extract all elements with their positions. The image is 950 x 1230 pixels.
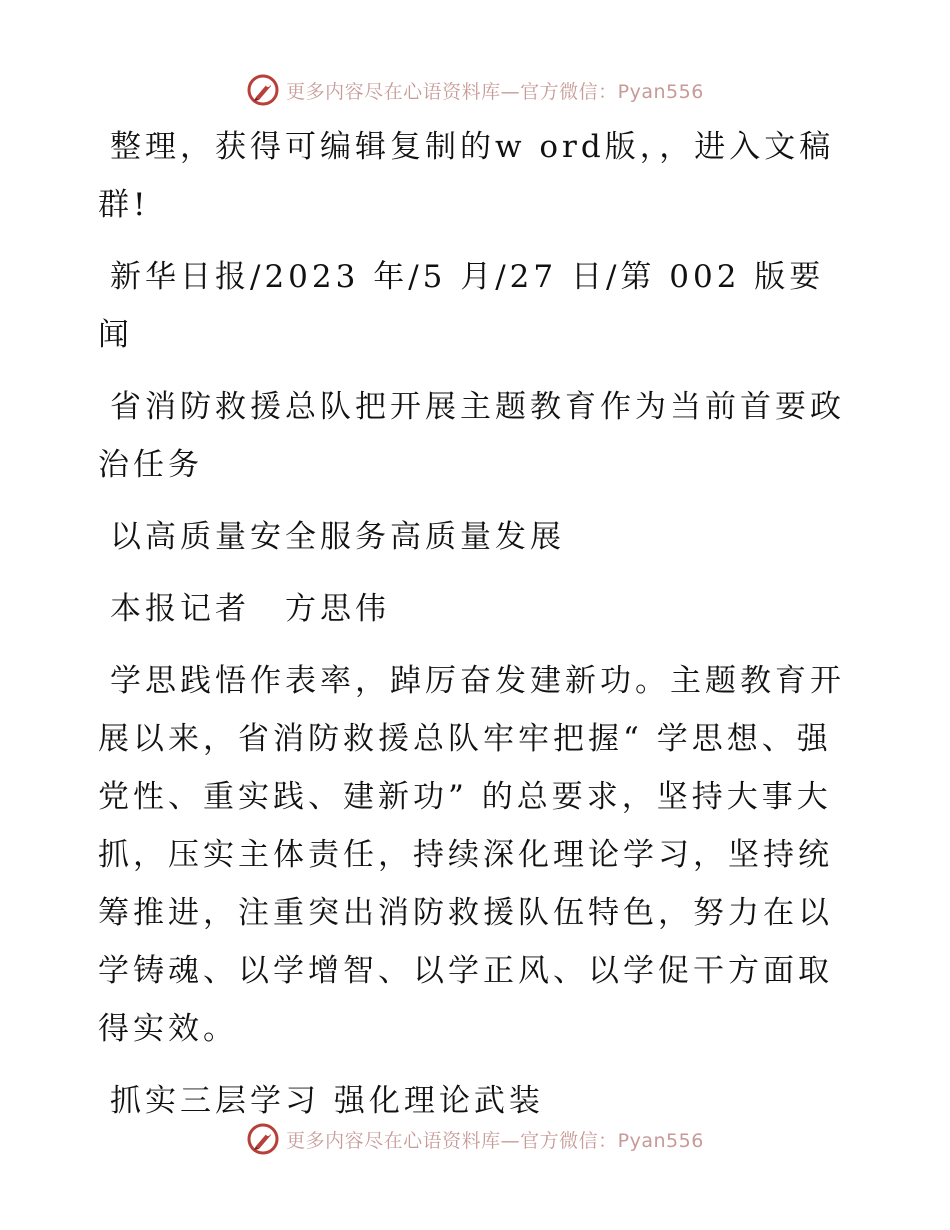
- header-watermark-banner: [0, 68, 950, 112]
- document-body: [98, 118, 858, 1144]
- byline: 本报记者 方思伟: [110, 591, 390, 627]
- pen-logo-icon: [246, 73, 280, 107]
- watermark-text: 更多内容尽在心语资料库—官方微信：Pyan556: [286, 80, 704, 103]
- section-heading: 抓实三层学习 强化理论武装: [110, 1083, 544, 1119]
- watermark-text: 更多内容尽在心语资料库—官方微信：Pyan556: [286, 1129, 704, 1152]
- intro-note: 整理，获得可编辑复制的w ord版，，进入文稿群!: [98, 129, 835, 223]
- body-paragraph: 学思践悟作表率，踔厉奋发建新功。主题教育开展以来，省消防救援总队牢牢把握“ 学思想、强党性、重实践、建新功” 的总要求，坚持大事大抓，压实主体责任，持续深化理论学习，坚持统筹推进，注重突出消防救援队伍特色，努力在以学铸魂、以学增智、以学正风、以学促干方面取得实效。: [98, 663, 845, 1047]
- subheadline: 以高质量安全服务高质量发展: [110, 519, 565, 555]
- footer-watermark-group: [246, 1122, 704, 1156]
- pen-logo-icon: [246, 1122, 280, 1156]
- source-line: 新华日报/2023 年/5 月/27 日/第 002 版要闻: [98, 259, 825, 353]
- footer-watermark-banner: [0, 1117, 950, 1161]
- headline: 省消防救援总队把开展主题教育作为当前首要政治任务: [98, 389, 845, 483]
- header-watermark-group: [246, 73, 704, 107]
